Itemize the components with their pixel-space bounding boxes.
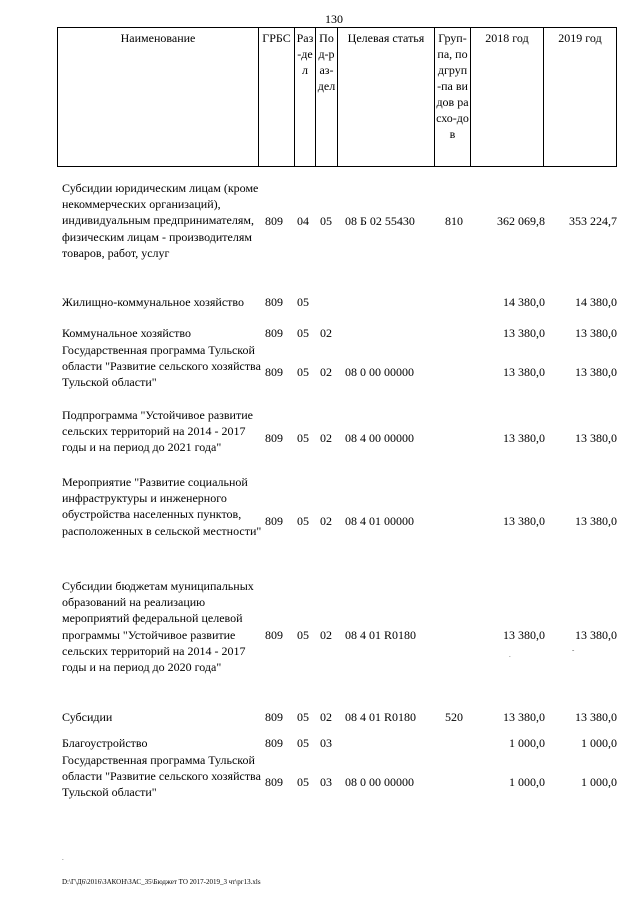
row-pr: 02	[320, 365, 332, 379]
row-grbs: 809	[265, 628, 283, 642]
header-2019: 2019 год	[544, 28, 617, 167]
row-y2019: 1 000,0	[581, 736, 617, 750]
row-y2019: 353 224,7	[569, 214, 617, 228]
row-y2019: 13 380,0	[575, 628, 617, 642]
row-y2019: 14 380,0	[575, 295, 617, 309]
row-y2018: 14 380,0	[503, 295, 545, 309]
row-pr: 02	[320, 710, 332, 724]
row-name: Мероприятие "Развитие социальной инфраструктуры и инженерного обустройства населенных пунктов, расположенных в сельской местности"	[62, 475, 262, 538]
row-name: Государственная программа Тульской области "Развитие сельского хозяйства Тульской области"	[62, 753, 261, 800]
row-name: Субсидии бюджетам муниципальных образований на реализацию мероприятий федеральной целевой программы "Устойчивое развитие сельских территорий на 2014 - 2017 годы и на период до 2020 года"	[62, 579, 254, 675]
row-name: Субсидии	[62, 710, 113, 724]
row-rz: 05	[297, 295, 309, 309]
row-name: Государственная программа Тульской области "Развитие сельского хозяйства Тульской области"	[62, 343, 261, 390]
header-gruppa: Груп-па, подгруп-па видов расхо-дов	[435, 28, 471, 167]
row-y2019: 13 380,0	[575, 326, 617, 340]
row-y2019: 13 380,0	[575, 365, 617, 379]
row-vr: 520	[445, 710, 463, 724]
row-y2018: 1 000,0	[509, 736, 545, 750]
row-pr: 03	[320, 775, 332, 789]
row-name: Субсидии юридическим лицам (кроме некоммерческих организаций), индивидуальным предпринимателям, физическим лицам - производителям товаров, работ, услуг	[62, 181, 259, 260]
row-name: Благоустройство	[62, 736, 148, 750]
table-header	[57, 27, 617, 167]
row-y2019: 13 380,0	[575, 514, 617, 528]
row-pr: 02	[320, 326, 332, 340]
row-cs: 08 4 00 00000	[345, 431, 414, 445]
scan-dot: .	[62, 854, 64, 862]
row-grbs: 809	[265, 326, 283, 340]
header-podrazdel: Под-раз-дел	[316, 28, 338, 167]
row-cs: 08 4 01 00000	[345, 514, 414, 528]
row-cs: 08 4 01 R0180	[345, 628, 417, 642]
row-pr: 02	[320, 431, 332, 445]
header-grbs: ГРБС	[259, 28, 295, 167]
row-vr: 810	[445, 214, 463, 228]
row-cs: 08 Б 02 55430	[345, 214, 415, 228]
row-grbs: 809	[265, 736, 283, 750]
row-rz: 05	[297, 736, 309, 750]
row-y2019: 1 000,0	[581, 775, 617, 789]
row-y2018: 13 380,0	[503, 628, 545, 642]
row-pr: 03	[320, 736, 332, 750]
row-rz: 05	[297, 775, 309, 789]
row-y2018: 13 380,0	[503, 431, 545, 445]
row-rz: 05	[297, 326, 309, 340]
row-grbs: 809	[265, 214, 283, 228]
row-name: Подпрограмма "Устойчивое развитие сельских территорий на 2014 - 2017 годы и на период до 2021 года"	[62, 408, 253, 455]
header-tselevaya-statya: Целевая статья	[338, 28, 435, 167]
footer-file-path: D:\Г\Д6\2016\ЗАКОН\ЗАС_35\Бюджет ТО 2017-2019_3 чт\рг13.xls	[62, 878, 261, 886]
header-razdel: Раз-дел	[295, 28, 316, 167]
row-grbs: 809	[265, 775, 283, 789]
row-y2018: 1 000,0	[509, 775, 545, 789]
row-grbs: 809	[265, 514, 283, 528]
row-rz: 05	[297, 514, 309, 528]
row-rz: 05	[297, 628, 309, 642]
page-number: 130	[325, 12, 343, 26]
header-name: Наименование	[58, 28, 259, 167]
row-pr: 02	[320, 628, 332, 642]
row-y2018: 13 380,0	[503, 326, 545, 340]
row-rz: 05	[297, 431, 309, 445]
row-cs: 08 0 00 00000	[345, 365, 414, 379]
row-cs: 08 4 01 R0180	[345, 710, 417, 724]
scan-dot: .	[509, 651, 511, 659]
row-y2019: 13 380,0	[575, 431, 617, 445]
row-cs: 08 0 00 00000	[345, 775, 414, 789]
scan-dot: -	[572, 646, 575, 654]
row-y2018: 13 380,0	[503, 365, 545, 379]
row-y2018: 362 069,8	[497, 214, 545, 228]
header-2018: 2018 год	[471, 28, 544, 167]
row-grbs: 809	[265, 365, 283, 379]
row-pr: 05	[320, 214, 332, 228]
row-grbs: 809	[265, 710, 283, 724]
row-name: Жилищно-коммунальное хозяйство	[62, 295, 245, 309]
row-rz: 05	[297, 365, 309, 379]
row-y2018: 13 380,0	[503, 514, 545, 528]
row-grbs: 809	[265, 431, 283, 445]
row-y2018: 13 380,0	[503, 710, 545, 724]
row-grbs: 809	[265, 295, 283, 309]
row-rz: 05	[297, 710, 309, 724]
row-pr: 02	[320, 514, 332, 528]
row-y2019: 13 380,0	[575, 710, 617, 724]
row-rz: 04	[297, 214, 309, 228]
row-name: Коммунальное хозяйство	[62, 326, 191, 340]
